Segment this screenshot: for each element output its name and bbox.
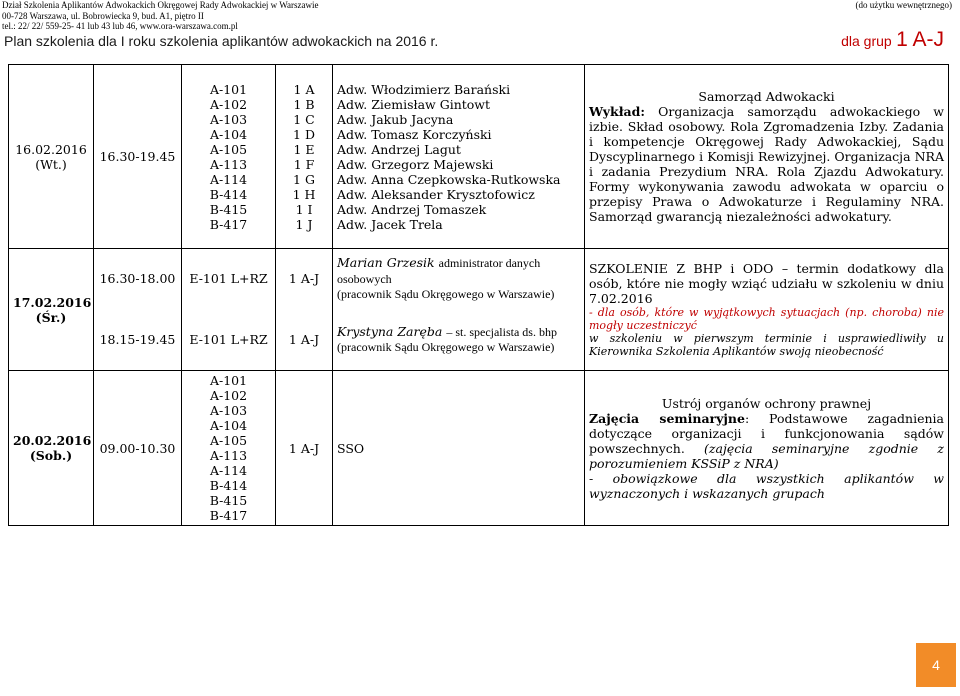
lecturer-org: (pracownik Sądu Okręgowego w Warszawie) — [337, 339, 555, 354]
lecturer-name: Krystyna Zaręba — [337, 323, 443, 339]
room: A-105 — [209, 433, 248, 448]
topic-title: Ustrój organów ochrony prawnej — [661, 395, 872, 411]
group: 1 B — [293, 96, 315, 112]
time-cell: 16.30-18.00 — [94, 249, 182, 309]
lecturer-cell — [333, 309, 585, 371]
room: A-113 — [209, 448, 248, 463]
lecturer-cell: SSO — [333, 371, 585, 526]
table-row — [9, 65, 949, 249]
group-cell: 1 A-J — [276, 249, 333, 309]
topic-text — [589, 411, 944, 471]
room: B-415 — [209, 493, 248, 508]
table-row — [9, 249, 949, 309]
schedule-table — [8, 64, 949, 526]
topic-main: SZKOLENIE Z BHP i ODO – termin dodatkowy dla osób, które nie mogły wziąć udziału w szkoleniu w dniu 7.02.2016 — [589, 261, 944, 306]
room: A-102 — [209, 96, 248, 112]
lecturers-cell — [333, 65, 585, 249]
lecturer: Adw. Aleksander Krysztofowicz — [337, 186, 535, 202]
rooms-cell — [182, 371, 276, 526]
weekday: (Śr.) — [35, 309, 67, 325]
group-cell: 1 A-J — [276, 309, 333, 371]
topic-cell — [585, 249, 949, 371]
room-cell: E-101 L+RZ — [182, 309, 276, 371]
date: 20.02.2016 — [13, 433, 92, 448]
lecturer: Adw. Anna Czepkowska-Rutkowska — [337, 171, 561, 187]
group-label — [841, 28, 944, 52]
topic-note-1: - dla osób, które w wyjątkowych sytuacjach (np. choroba) nie mogły uczestniczyć — [589, 306, 944, 332]
group: 1 A — [293, 81, 315, 97]
rooms-cell — [182, 65, 276, 249]
lecturer-cell — [333, 249, 585, 309]
date-cell — [9, 371, 94, 526]
date-cell — [9, 65, 94, 249]
topic-title: Samorząd Adwokacki — [698, 89, 835, 104]
header-line-2: 00-728 Warszawa, ul. Bobrowiecka 9, bud. A1, piętro II — [2, 10, 204, 21]
group: 1 D — [293, 126, 315, 142]
topic-note-2: w szkoleniu w pierwszym terminie i usprawiedliwiły u Kierownika Szkolenia Aplikantów swoją nieobecność — [589, 332, 944, 358]
page-number-badge: 4 — [916, 643, 956, 687]
internal-use-note: (do użytku wewnętrznego) — [855, 0, 952, 10]
header-line-3: tel.: 22/ 22/ 559-25- 41 lub 43 lub 46, www.ora-warszawa.com.pl — [2, 21, 238, 31]
group: 1 C — [293, 111, 315, 127]
topic-label: Wykład: — [589, 104, 645, 119]
room: A-103 — [209, 111, 248, 127]
room: B-417 — [209, 508, 248, 523]
group-name: 1 A-J — [896, 28, 944, 51]
date: 16.02.2016 — [15, 141, 87, 157]
group: 1 F — [293, 156, 315, 172]
lecturer: Adw. Andrzej Lagut — [337, 141, 461, 157]
lecturer: Adw. Ziemisław Gintowt — [337, 96, 491, 112]
group: 1 G — [293, 171, 315, 187]
lecturer: Adw. Andrzej Tomaszek — [337, 201, 487, 217]
weekday: (Wt.) — [35, 156, 67, 172]
group: 1 I — [295, 201, 313, 217]
room-cell: E-101 L+RZ — [182, 249, 276, 309]
room: B-414 — [209, 186, 248, 202]
weekday: (Sob.) — [29, 448, 73, 463]
room: A-101 — [209, 373, 248, 388]
room: A-114 — [209, 171, 248, 187]
room: A-105 — [209, 141, 248, 157]
room: A-104 — [209, 418, 248, 433]
topic-label: Zajęcia seminaryjne — [589, 410, 745, 426]
topic-note-1: (zajęcia seminaryjne zgodnie z porozumieniem KSSiP z NRA) — [589, 440, 944, 471]
lecturer-org: (pracownik Sądu Okręgowego w Warszawie) — [337, 287, 555, 302]
room: A-104 — [209, 126, 248, 142]
office-header — [2, 0, 319, 32]
groups-cell — [276, 65, 333, 249]
topic-note-2: - obowiązkowe dla wszystkich aplikantów w wyznaczonych i wskazanych grupach — [589, 470, 944, 501]
room: B-417 — [209, 216, 248, 232]
room: A-101 — [209, 81, 248, 97]
group-cell: 1 A-J — [276, 371, 333, 526]
header-line-1: Dział Szkolenia Aplikantów Adwokackich Okręgowej Rady Adwokackiej w Warszawie — [2, 0, 319, 10]
lecturer: Adw. Włodzimierz Barański — [337, 81, 511, 97]
plan-title: Plan szkolenia dla I roku szkolenia aplikantów adwokackich na 2016 r. — [4, 33, 439, 49]
group: 1 H — [292, 186, 316, 202]
date-cell — [9, 249, 94, 371]
topic-body: : Podstawowe zagadnienia dotyczące organizacji i funkcjonowania sądów powszechnych. — [589, 410, 944, 456]
lecturer: Adw. Jacek Trela — [337, 216, 443, 232]
topic-cell — [585, 65, 949, 249]
lecturer-name: Marian Grzesik — [337, 255, 435, 271]
lecturer: Adw. Tomasz Korczyński — [337, 126, 492, 142]
room: A-113 — [209, 156, 248, 172]
group: 1 J — [295, 216, 313, 232]
time-cell: 16.30-19.45 — [94, 65, 182, 249]
group-prefix: dla grup — [841, 33, 892, 49]
time-cell: 18.15-19.45 — [94, 309, 182, 371]
room: A-103 — [209, 403, 248, 418]
topic-body: Organizacja samorządu adwokackiego w izbie. Skład osobowy. Rola Zgromadzenia Izby. Zadania i kompetencje Okręgowej Rady Adwokackiej, Sądu Dyscyplinarnego i Komisji Rewizyjnej. Organizacja NRA i zadania Prezydium NRA. Rola Zjazdu Adwokatury. Formy wykonywania zawodu adwokata w oparciu o przepisy Prawa o Adwokaturze i Regulaminy NRA. Samorząd gwarancją niezależności adwokatury. — [589, 104, 944, 224]
date: 17.02.2016 — [13, 294, 92, 310]
room: A-102 — [209, 388, 248, 403]
room: B-414 — [209, 478, 248, 493]
topic-cell — [585, 371, 949, 526]
group: 1 E — [293, 141, 315, 157]
room: A-114 — [209, 463, 248, 478]
lecturer: Adw. Grzegorz Majewski — [337, 156, 494, 172]
lecturer-role: administrator danych osobowych — [337, 256, 541, 287]
room: B-415 — [209, 201, 248, 217]
table-row — [9, 371, 949, 526]
time-cell: 09.00-10.30 — [94, 371, 182, 526]
topic-text — [589, 104, 944, 224]
lecturer: Adw. Jakub Jacyna — [337, 111, 454, 127]
lecturer-role: – st. specjalista ds. bhp — [446, 324, 557, 339]
